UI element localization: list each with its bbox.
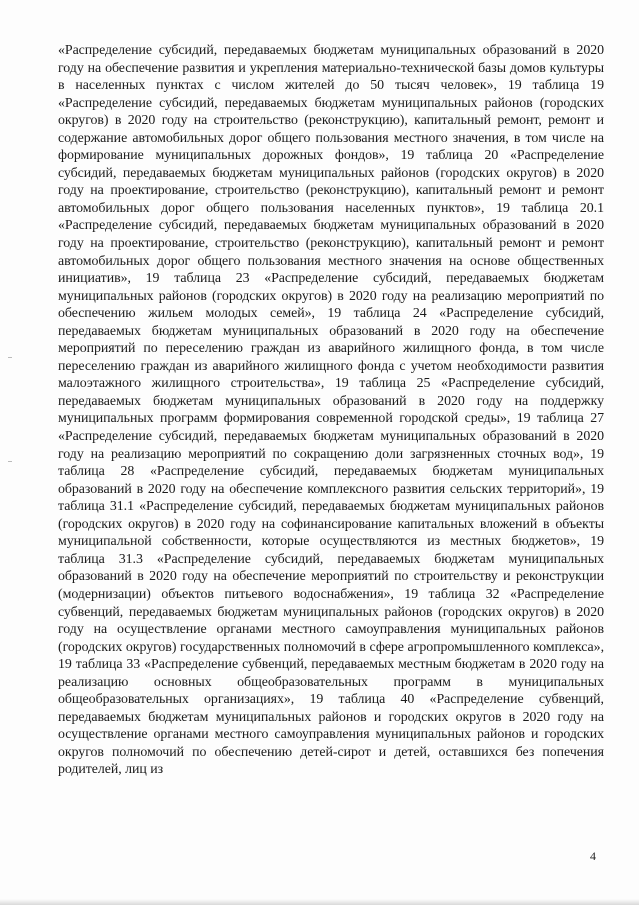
page-number: 4 bbox=[590, 849, 596, 863]
scan-mark bbox=[8, 357, 12, 358]
scan-mark bbox=[8, 461, 12, 462]
body-paragraph: «Распределение субсидий, передаваемых бюджетам муниципальных образований в 2020 году на обеспечение развития и укрепления материально-технической базы домов культуры в населенных пунктах с числом жителей до 50 тысяч человек», 19 таблица 19 «Распределение субсидий, передаваемых бюджетам муниципальных районов (городских округов) в 2020 году на строительство (реконструкцию), капитальный ремонт, ремонт и содержание автомобильных дорог общего пользования местного значения, в том числе на формирование муниципальных дорожных фондов», 19 таблица 20 «Распределение субсидий, передаваемых бюджетам муниципальных районов (городских округов) в 2020 году на проектирование, строительство (реконструкцию), капитальный ремонт и ремонт автомобильных дорог общего пользования населенных пунктов», 19 таблица 20.1 «Распределение субсидий, передаваемых бюджетам муниципальных образований в 2020 году на проектирование, строительство (реконструкцию), капитальный ремонт и ремонт автомобильных дорог общего пользования местного значения на основе общественных инициатив», 19 таблица 23 «Распределение субсидий, передаваемых бюджетам муниципальных районов (городских округов) в 2020 году на реализацию мероприятий по обеспечению жильем молодых семей», 19 таблица 24 «Распределение субсидий, передаваемых бюджетам муниципальных образований в 2020 году на обеспечение мероприятий по переселению граждан из аварийного жилищного фонда, в том числе переселению граждан из аварийного жилищного фонда с учетом необходимости развития малоэтажного жилищного строительства», 19 таблица 25 «Распределение субсидий, передаваемых бюджетам муниципальных образований в 2020 году на поддержку муниципальных программ формирования современной городской среды», 19 таблица 27 «Распределение субсидий, передаваемых бюджетам муниципальных образований в 2020 году на реализацию мероприятий по сокращению доли загрязненных сточных вод», 19 таблица 28 «Распределение субсидий, передаваемых бюджетам муниципальных образований в 2020 году на обеспечение комплексного развития сельских территорий», 19 таблица 31.1 «Распределение субсидий, передаваемых бюджетам муниципальных районов (городских округов) в 2020 году на софинансирование капитальных вложений в объекты муниципальной собственности, которые осуществляются из местных бюджетов», 19 таблица 31.3 «Распределение субсидий, передаваемых бюджетам муниципальных образований в 2020 году на обеспечение мероприятий по строительству и реконструкции (модернизации) объектов питьевого водоснабжения», 19 таблица 32 «Распределение субвенций, передаваемых бюджетам муниципальных районов (городских округов) в 2020 году на осуществление органами местного самоуправления муниципальных районов (городских округов) государственных полномочий в сфере агропромышленного комплекса», 19 таблица 33 «Распределение субвенций, передаваемых местным бюджетам в 2020 году на реализацию основных общеобразовательных программ в муниципальных общеобразовательных организациях», 19 таблица 40 «Распределение субвенций, передаваемых бюджетам муниципальных районов и городских округов в 2020 году на осуществление органами местного самоуправления муниципальных районов и городских округов полномочий по обеспечению детей-сирот и детей, оставшихся без попечения родителей, лиц из bbox=[58, 43, 604, 778]
scan-edge bbox=[0, 899, 639, 905]
